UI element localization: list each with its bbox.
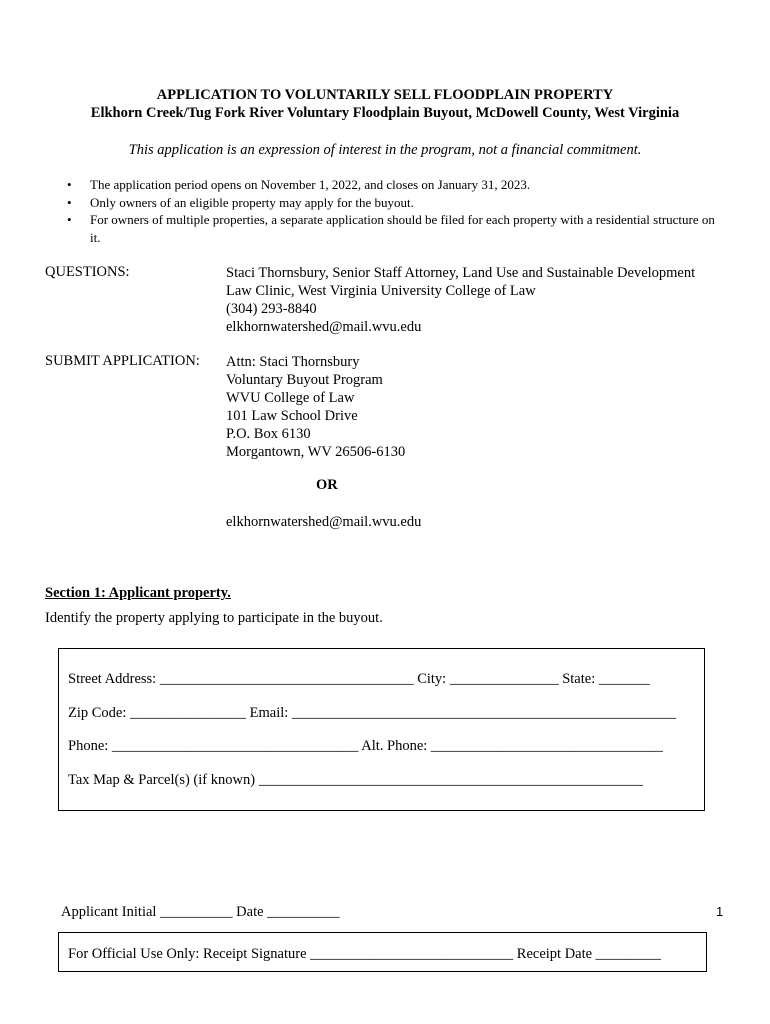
applicant-initial-date-field[interactable]: Applicant Initial __________ Date __________: [61, 904, 340, 920]
address-line: Attn: Staci Thornsbury: [226, 354, 360, 370]
address-line: Morgantown, WV 26506-6130: [226, 444, 406, 460]
questions-contact: [226, 264, 695, 336]
document-subtitle: Elkhorn Creek/Tug Fork River Voluntary Floodplain Buyout, McDowell County, West Virginia: [90, 105, 680, 121]
address-line: 101 Law School Drive: [226, 408, 358, 424]
contact-line: Staci Thornsbury, Senior Staff Attorney, Land Use and Sustainable Development: [226, 265, 696, 281]
address-line: WVU College of Law: [226, 390, 355, 406]
application-notice: This application is an expression of interest in the program, not a financial commitment.: [128, 142, 642, 158]
submit-address: [226, 353, 405, 461]
address-city-state-field[interactable]: Street Address: ___________________________________ City: _______________ State: _______: [68, 671, 650, 687]
zip-email-field[interactable]: Zip Code: ________________ Email: _____________________________________________________: [68, 705, 677, 721]
questions-label: QUESTIONS:: [45, 264, 130, 280]
section-1-description: Identify the property applying to participate in the buyout.: [45, 610, 383, 626]
page-number: 1: [716, 904, 724, 919]
contact-line: Law Clinic, West Virginia University College of Law: [226, 283, 536, 299]
phone-field[interactable]: Phone: __________________________________ Alt. Phone: ________________________________: [68, 738, 663, 754]
submit-email: elkhornwatershed@mail.wvu.edu: [226, 514, 422, 530]
submit-label: SUBMIT APPLICATION:: [45, 353, 200, 369]
tax-map-parcel-field[interactable]: Tax Map & Parcel(s) (if known) _____________________________________________________: [68, 772, 643, 788]
or-divider: OR: [316, 477, 338, 493]
contact-email: elkhornwatershed@mail.wvu.edu: [226, 319, 422, 335]
bullet-item: • For owners of multiple properties, a separate application should be filed for each property with a residential structure on it.: [65, 211, 725, 246]
bullet-list: [65, 176, 725, 246]
contact-phone: (304) 293-8840: [226, 301, 317, 317]
bullet-item: • The application period opens on November 1, 2022, and closes on January 31, 2023.: [65, 176, 725, 194]
document-title: APPLICATION TO VOLUNTARILY SELL FLOODPLAIN PROPERTY: [156, 87, 614, 103]
address-line: Voluntary Buyout Program: [226, 372, 383, 388]
section-1-heading: Section 1: Applicant property.: [45, 585, 231, 601]
official-use-field[interactable]: For Official Use Only: Receipt Signature ____________________________ Receipt Date _________: [68, 946, 661, 962]
bullet-item: • Only owners of an eligible property may apply for the buyout.: [65, 194, 725, 212]
address-line: P.O. Box 6130: [226, 426, 311, 442]
